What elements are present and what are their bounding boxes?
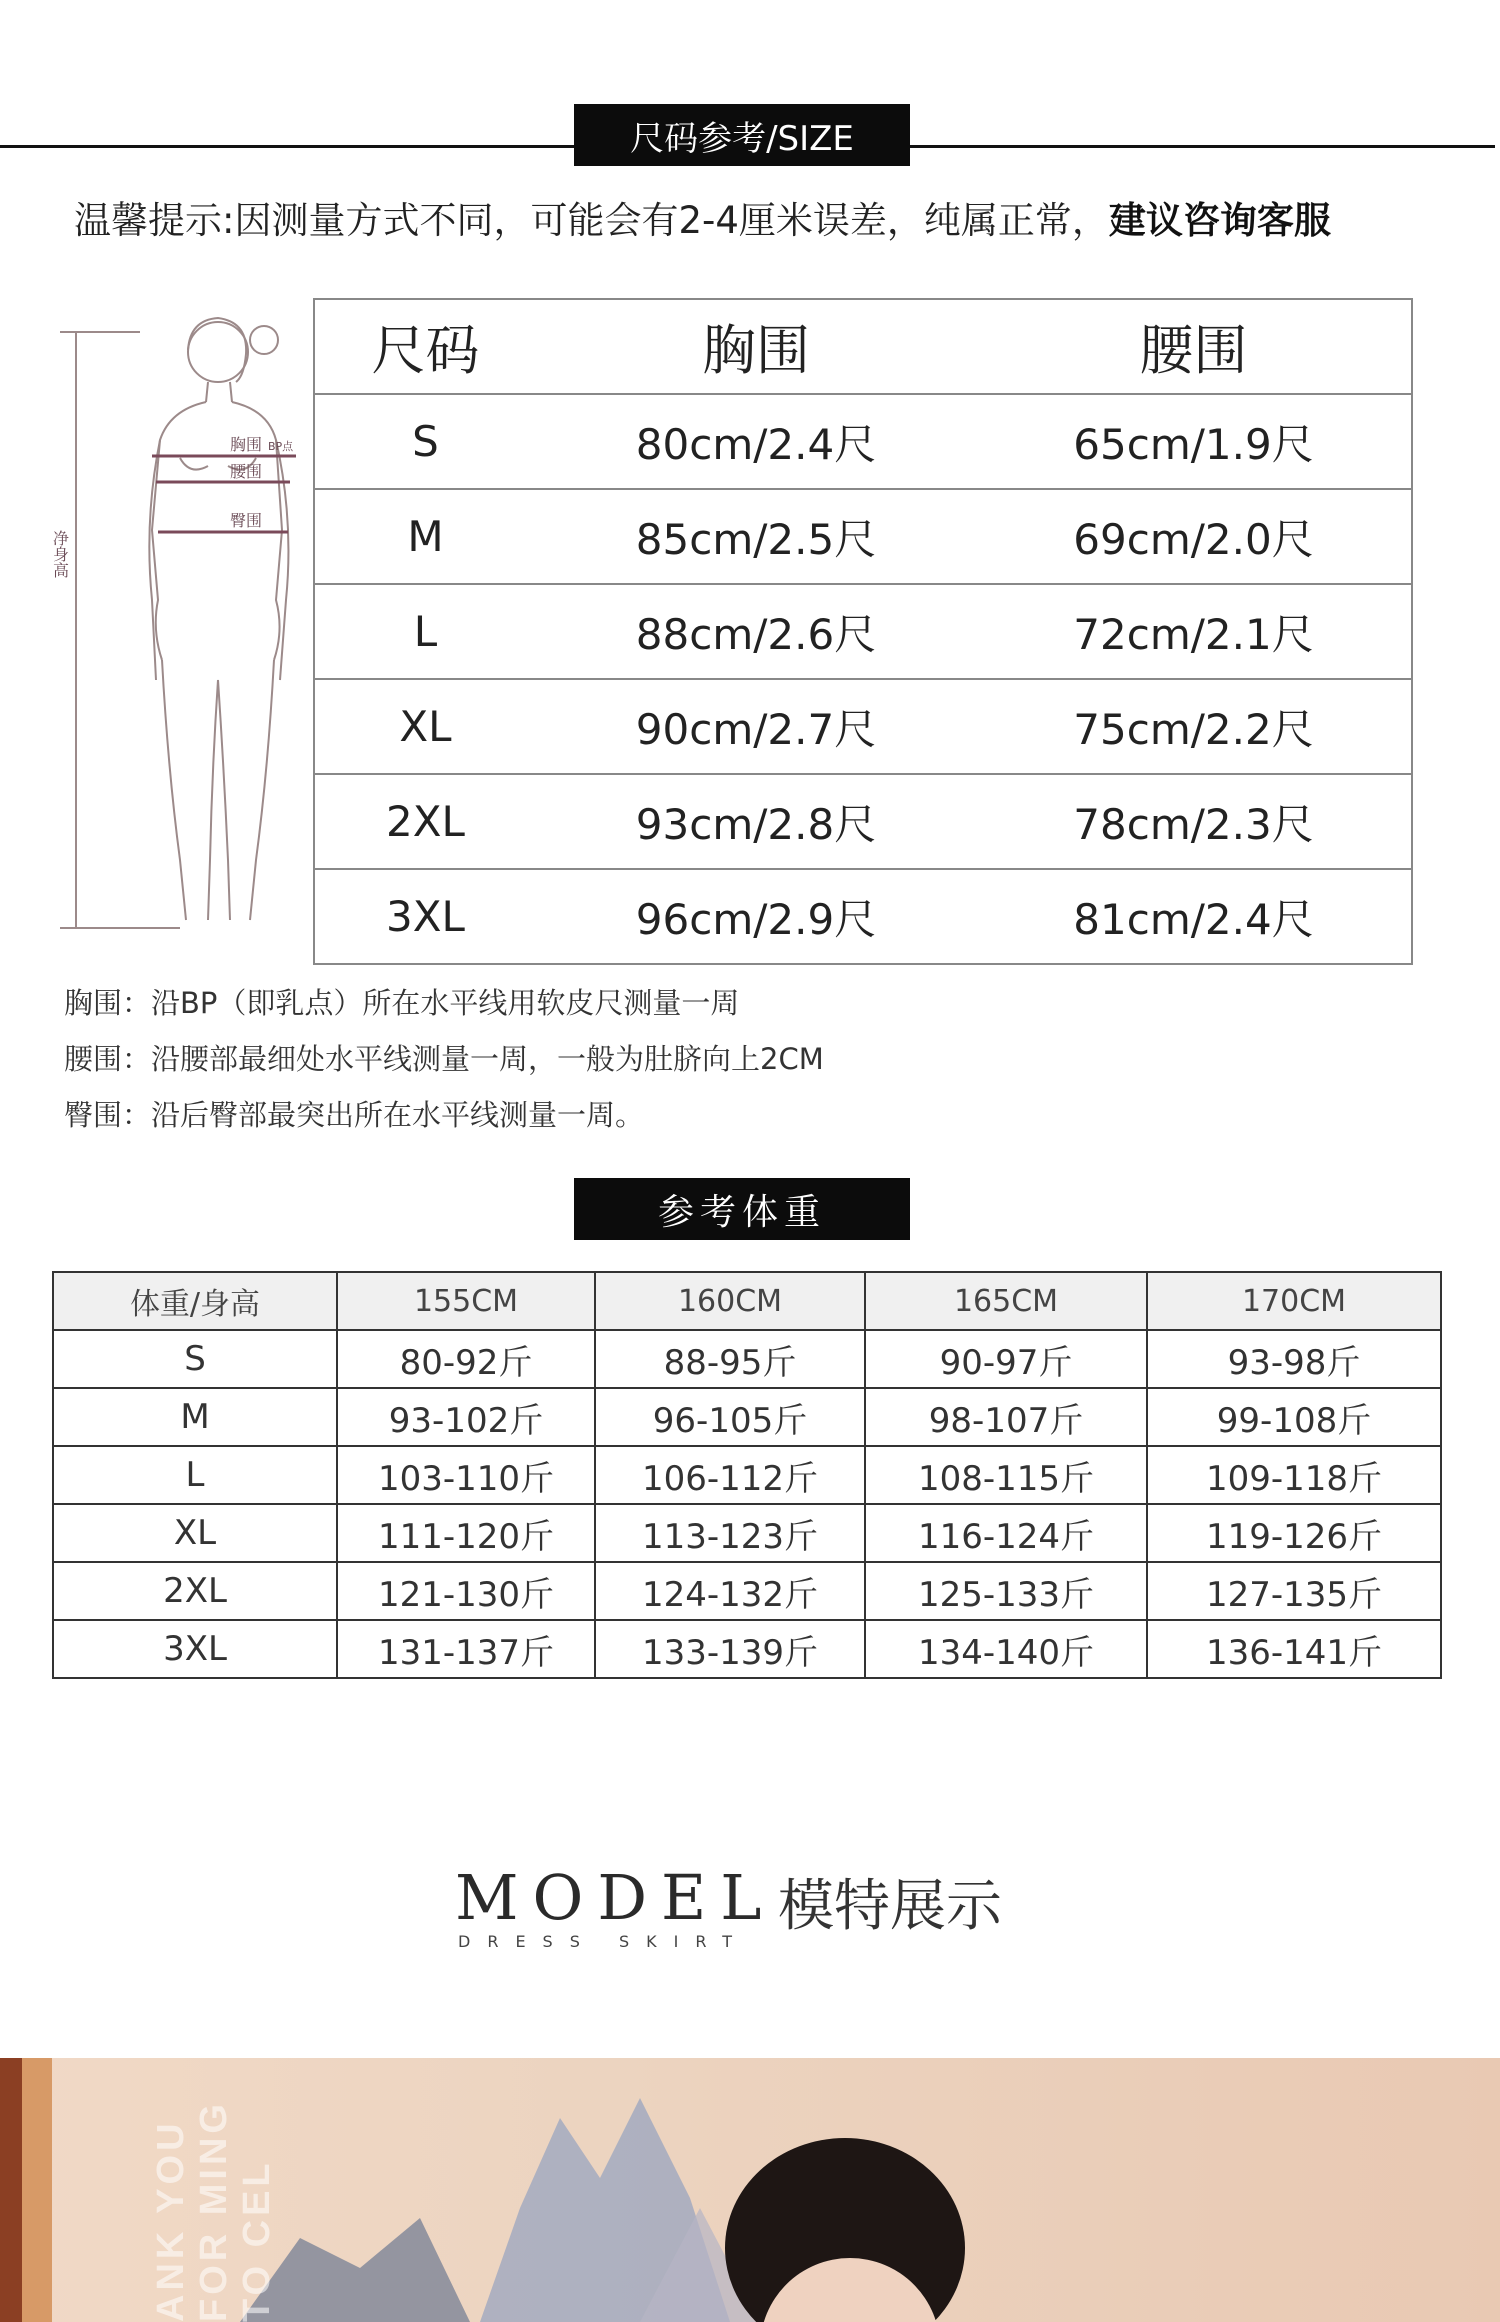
weight-cell: 124-132斤: [595, 1562, 865, 1620]
table-row: [53, 1620, 1441, 1678]
weight-cell: 96-105斤: [595, 1388, 865, 1446]
note-waist: 腰围：沿腰部最细处水平线测量一周，一般为肚脐向上2CM: [64, 1042, 824, 1076]
chest-cell: 80cm/2.4尺: [536, 394, 976, 489]
model-subtitle: DRESS SKIRT: [458, 1932, 750, 1951]
chest-cell: 88cm/2.6尺: [536, 584, 976, 679]
weight-cell: 113-123斤: [595, 1504, 865, 1562]
weight-table-header-row: [53, 1272, 1441, 1330]
size-chart-table: [313, 298, 1413, 965]
table-row: [53, 1504, 1441, 1562]
waist-cell: 81cm/2.4尺: [976, 869, 1412, 964]
size-col-header: 尺码: [371, 319, 480, 382]
figure-label-waist: 腰围: [230, 462, 263, 481]
weight-cell: 127-135斤: [1147, 1562, 1441, 1620]
waist-cell: 75cm/2.2尺: [976, 679, 1412, 774]
table-row: [53, 1330, 1441, 1388]
measurement-tip: [74, 196, 1454, 246]
weight-cell: 90-97斤: [865, 1330, 1147, 1388]
waist-cell: 78cm/2.3尺: [976, 774, 1412, 869]
table-row: [314, 869, 1412, 964]
weight-cell: 80-92斤: [337, 1330, 595, 1388]
chest-col-header: 胸围: [702, 319, 810, 382]
weight-cell: 119-126斤: [1147, 1504, 1441, 1562]
figure-label-chest: 胸围: [230, 435, 263, 454]
weight-cell: 93-102斤: [337, 1388, 595, 1446]
height-170-header: 170CM: [1147, 1272, 1441, 1330]
weight-cell: 93-98斤: [1147, 1330, 1441, 1388]
chest-cell: 93cm/2.8尺: [536, 774, 976, 869]
table-row: [314, 489, 1412, 584]
model-photo: [0, 2058, 1500, 2322]
tip-text: 温馨提示:因测量方式不同，可能会有2-4厘米误差，纯属正常，: [74, 199, 1109, 242]
size-cell: L: [314, 584, 536, 679]
note-hip: 臀围：沿后臀部最突出所在水平线测量一周。: [64, 1098, 645, 1132]
weight-cell: 99-108斤: [1147, 1388, 1441, 1446]
note-chest: 胸围：沿BP（即乳点）所在水平线用软皮尺测量一周: [64, 986, 740, 1020]
size-cell: XL: [314, 679, 536, 774]
weight-height-header: 体重/身高: [53, 1272, 337, 1330]
weight-cell: 133-139斤: [595, 1620, 865, 1678]
table-row: [53, 1446, 1441, 1504]
size-cell: 2XL: [314, 774, 536, 869]
table-row: [314, 679, 1412, 774]
tip-bold: 建议咨询客服: [1108, 199, 1331, 242]
weight-cell: 103-110斤: [337, 1446, 595, 1504]
waist-cell: 65cm/1.9尺: [976, 394, 1412, 489]
size-cell: 3XL: [53, 1620, 337, 1678]
size-cell: S: [53, 1330, 337, 1388]
waist-col-header: 腰围: [1139, 319, 1248, 382]
table-row: [314, 774, 1412, 869]
weight-cell: 88-95斤: [595, 1330, 865, 1388]
size-cell: XL: [53, 1504, 337, 1562]
measurement-notes: [64, 982, 1264, 1150]
height-165-header: 165CM: [865, 1272, 1147, 1330]
weight-header-badge: 参考体重: [574, 1178, 910, 1240]
chest-cell: 90cm/2.7尺: [536, 679, 976, 774]
size-table-header-row: [314, 299, 1412, 394]
size-cell: S: [314, 394, 536, 489]
height-155-header: 155CM: [337, 1272, 595, 1330]
weight-cell: 131-137斤: [337, 1620, 595, 1678]
weight-cell: 134-140斤: [865, 1620, 1147, 1678]
photo-overlay-text: ANK YOU FOR MING TO CEL: [150, 2100, 278, 2322]
table-row: [53, 1388, 1441, 1446]
table-row: [314, 584, 1412, 679]
size-cell: 2XL: [53, 1562, 337, 1620]
weight-chart-table: [52, 1271, 1442, 1679]
figure-label-hip: 臀围: [230, 511, 263, 530]
body-measurement-figure: [40, 300, 310, 940]
size-cell: L: [53, 1446, 337, 1504]
weight-cell: 116-124斤: [865, 1504, 1147, 1562]
size-header-badge: 尺码参考/SIZE: [574, 104, 910, 166]
figure-label-height: 净身高: [50, 530, 70, 578]
weight-cell: 98-107斤: [865, 1388, 1147, 1446]
weight-cell: 121-130斤: [337, 1562, 595, 1620]
model-title: MODEL: [455, 1861, 776, 1934]
table-row: [53, 1562, 1441, 1620]
waist-cell: 72cm/2.1尺: [976, 584, 1412, 679]
weight-cell: 111-120斤: [337, 1504, 595, 1562]
weight-cell: 109-118斤: [1147, 1446, 1441, 1504]
weight-cell: 125-133斤: [865, 1562, 1147, 1620]
size-cell: M: [314, 489, 536, 584]
table-row: [314, 394, 1412, 489]
weight-cell: 108-115斤: [865, 1446, 1147, 1504]
waist-cell: 69cm/2.0尺: [976, 489, 1412, 584]
chest-cell: 96cm/2.9尺: [536, 869, 976, 964]
size-cell: M: [53, 1388, 337, 1446]
size-cell: 3XL: [314, 869, 536, 964]
figure-label-bp: BP点: [268, 440, 294, 453]
chest-cell: 85cm/2.5尺: [536, 489, 976, 584]
weight-cell: 106-112斤: [595, 1446, 865, 1504]
body-outline-illustration: [40, 300, 310, 940]
weight-cell: 136-141斤: [1147, 1620, 1441, 1678]
model-cn-title: 模特展示: [778, 1874, 1002, 1939]
height-160-header: 160CM: [595, 1272, 865, 1330]
